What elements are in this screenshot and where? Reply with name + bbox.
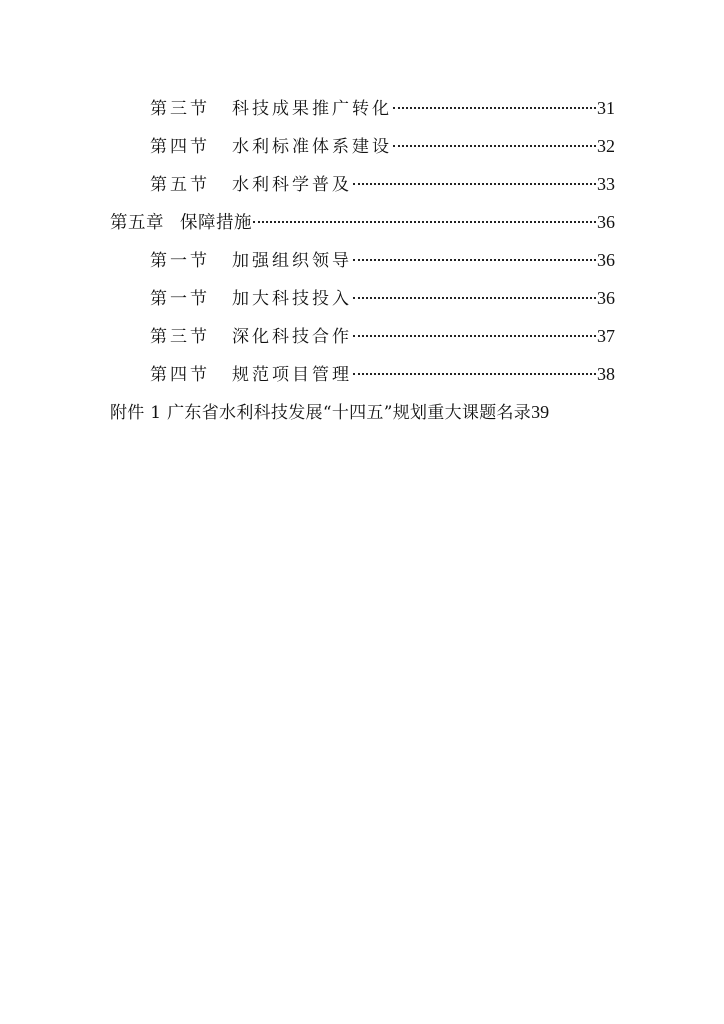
dot-leader xyxy=(393,107,596,109)
toc-entry-label: 第一节 xyxy=(150,251,210,271)
toc-entry-label: 第四节 xyxy=(150,137,210,157)
toc-entry-page: 37 xyxy=(597,326,615,346)
toc-entry-page: 32 xyxy=(597,136,615,156)
toc-entry-label: 第五节 xyxy=(150,175,210,195)
toc-chapter-entry[interactable] xyxy=(110,210,615,234)
toc-appendix-entry[interactable] xyxy=(110,400,615,424)
toc-entry-page: 31 xyxy=(597,98,615,118)
toc-entry-title: 科技成果推广转化 xyxy=(232,99,392,119)
toc-entry[interactable] xyxy=(150,172,615,196)
toc-entry-page: 38 xyxy=(597,364,615,384)
toc-entry-title: 加强组织领导 xyxy=(232,251,352,271)
dot-leader xyxy=(353,259,596,261)
toc-entry-title: 水利标准体系建设 xyxy=(232,137,392,157)
toc-entry-label: 第一节 xyxy=(150,289,210,309)
toc-entry-label: 第三节 xyxy=(150,99,210,119)
toc-entry[interactable] xyxy=(150,324,615,348)
toc-entry-page: 36 xyxy=(597,288,615,308)
toc-entry[interactable] xyxy=(150,362,615,386)
dot-leader xyxy=(353,373,596,375)
toc-entry[interactable] xyxy=(150,248,615,272)
dot-leader xyxy=(253,221,596,223)
toc-entry-page: 36 xyxy=(597,212,615,232)
toc-entry-title: 加大科技投入 xyxy=(232,289,352,309)
dot-leader xyxy=(393,145,596,147)
dot-leader xyxy=(353,183,596,185)
toc-appendix-page: 39 xyxy=(531,402,550,422)
toc-appendix-title: 附件 1 广东省水利科技发展“十四五”规划重大课题名录 xyxy=(110,403,532,423)
toc-entry-title: 深化科技合作 xyxy=(232,327,352,347)
toc-entry-label: 第五章 xyxy=(110,213,164,233)
toc-entry-page: 33 xyxy=(597,174,615,194)
toc-entry-title: 保障措施 xyxy=(180,213,252,233)
toc-entry-page: 36 xyxy=(597,250,615,270)
toc-entry-label: 第三节 xyxy=(150,327,210,347)
toc-entry[interactable] xyxy=(150,286,615,310)
dot-leader xyxy=(353,297,596,299)
toc-entry[interactable] xyxy=(150,96,615,120)
dot-leader xyxy=(353,335,596,337)
toc-entry-title: 规范项目管理 xyxy=(232,365,352,385)
toc-entry-label: 第四节 xyxy=(150,365,210,385)
toc-entry[interactable] xyxy=(150,134,615,158)
toc-entry-title: 水利科学普及 xyxy=(232,175,352,195)
